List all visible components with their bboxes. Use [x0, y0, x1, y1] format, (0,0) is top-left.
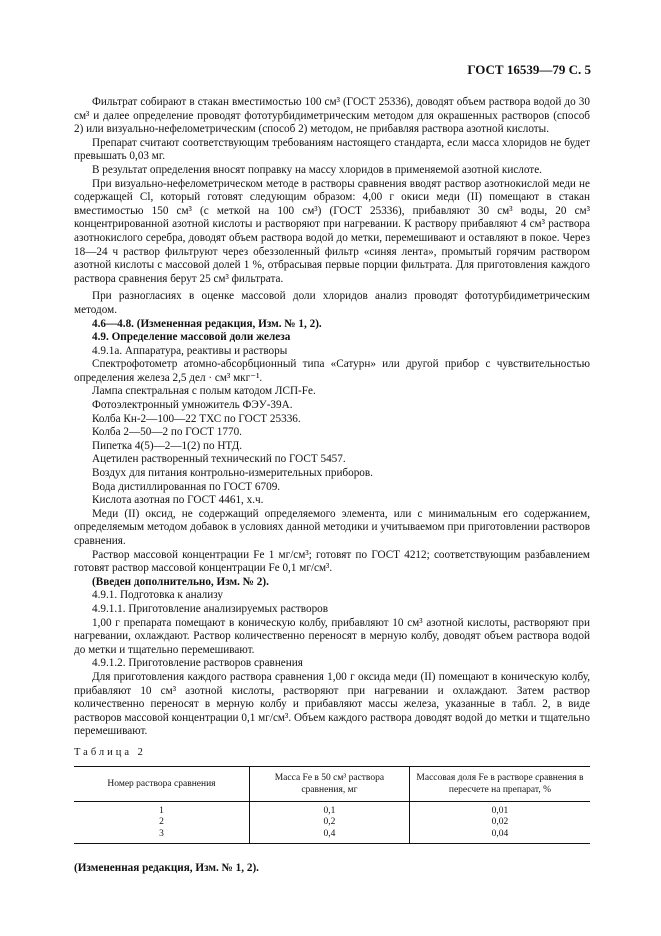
- table-2: [74, 766, 590, 845]
- table-header-row: [74, 766, 590, 801]
- amendment-note: (Введен дополнительно, Изм. № 2).: [92, 575, 269, 588]
- table-cell: 0,04: [409, 829, 590, 844]
- paragraph: Препарат считают соответствующим требованиям настоящего стандарта, если масса хлоридов не будет превышать 0,03 мг.: [74, 136, 590, 163]
- amendment-note: (Измененная редакция, Изм. № 1, 2).: [74, 862, 259, 874]
- paragraph: Меди (II) оксид, не содержащий определяемого элемента, или с минимальным его содержанием, определяемым методом добавок в условиях данной методики и учитываемом при приготовлении растворов сравнения.: [74, 507, 590, 547]
- table-cell: 2: [159, 817, 164, 827]
- paragraph: Раствор массовой концентрации Fe 1 мг/см³; готовят по ГОСТ 4212; соответствующим разбавлением готовят раствор массовой концентрации Fe 0,1 мг/см³.: [74, 548, 590, 575]
- paragraph: Спектрофотометр атомно-абсорбционный типа «Сатурн» или другой прибор с чувствительностью определения железа 2,5 дел · см³ мкг⁻¹.: [74, 358, 590, 384]
- amendment-note: 4.6—4.8. (Измененная редакция, Изм. № 1, 2).: [92, 317, 322, 330]
- table-cell: 0,2: [249, 817, 409, 829]
- table-caption: Таблица 2: [74, 746, 146, 758]
- table-cell: 0,01: [409, 801, 590, 817]
- paragraph: Фильтрат собирают в стакан вместимостью 100 см³ (ГОСТ 25336), доводят объем раствора водой до 30 см³ и далее определение проводят фототурбидиметрическим методом для окрашенных растворов (способ 2) или визуально-нефелометрическим (способ 2) методом, не прибавляя раствора азотной кислоты.: [74, 96, 590, 136]
- list-item: Кислота азотная по ГОСТ 4461, х.ч.: [92, 494, 264, 507]
- header-cell-fe-mass: Масса Fe в 50 см³ раствора сравнения, мг: [249, 766, 409, 801]
- section-heading: 4.9. Определение массовой доли железа: [92, 331, 291, 344]
- list-item: Колба Кн-2—100—22 ТХС по ГОСТ 25336.: [92, 412, 301, 425]
- page-header: ГОСТ 16539—79 С. 5: [467, 62, 591, 77]
- table-cell: 0,4: [249, 829, 409, 844]
- paragraph: При разногласиях в оценке массовой доли хлоридов анализ проводят фототурбидиметрическим методом.: [74, 290, 590, 316]
- paragraph: Для приготовления каждого раствора сравнения 1,00 г оксида меди (II) помещают в коническую колбу, прибавляют 10 см³ азотной кислоты, растворяют при нагревании и охлаждают. Затем раствор количественно переносят в мерную колбу и прибавляют массы железа, указанные в табл. 2, в виде растворов массовой концентрации 0,1 мг/см³. Объем каждого раствора доводят водой до метки и тщательно перемешивают.: [74, 670, 590, 738]
- list-item: Фотоэлектронный умножитель ФЭУ-39А.: [92, 399, 293, 412]
- table-row: [74, 829, 590, 844]
- paragraph: 1,00 г препарата помещают в коническую колбу, прибавляют 10 см³ азотной кислоты, растворяют при нагревании, охлаждают. Раствор количественно переносят в мерную колбу, доводят объем раствора водой до метки и тщательно перемешивают.: [74, 616, 590, 656]
- subsection-heading: 4.9.1.1. Приготовление анализируемых растворов: [92, 602, 329, 615]
- table-row: [74, 801, 590, 817]
- paragraph: При визуально-нефелометрическом методе в растворы сравнения вводят раствор азотнокислой меди не содержащей Cl, который готовят следующим образом: 4,00 г окиси меди (II) помещают в стакан вместимостью 150 см³ (с меткой на 100 см³) (ГОСТ 25336), прибавляют 30 см³ воды, 20 см³ концентрированной азотной кислоты и растворяют при нагревании. К раствору прибавляют 4 см³ раствора азотнокислого серебра, доводят объем раствора водой до метки, перемешивают и оставляют в покое. Через 18—24 ч раствор фильтруют через обеззоленный фильтр «синяя лента», промытый горячим раствором азотной кислоты с массовой долей 1 %, отбрасывая первые порции фильтрата. Для приготовления каждого раствора сравнения берут 25 см³ фильтрата.: [74, 177, 590, 285]
- paragraph: В результат определения вносят поправку на массу хлоридов в применяемой азотной кислоте.: [92, 163, 542, 176]
- list-item: Воздух для питания контрольно-измерительных приборов.: [92, 467, 373, 480]
- header-cell-solution-number: Номер раствора сравнения: [74, 766, 249, 801]
- table-row: [74, 817, 590, 829]
- table-cell: 0,02: [409, 817, 590, 829]
- header-cell-fe-fraction: Массовая доля Fe в растворе сравнения в пересчете на препарат, %: [409, 766, 590, 801]
- document-body: [74, 96, 590, 876]
- list-item: Лампа спектральная с полым катодом ЛСП-Fe.: [92, 385, 316, 398]
- subsection-heading: 4.9.1. Подготовка к анализу: [92, 589, 224, 602]
- subsection-heading: 4.9.1.2. Приготовление растворов сравнения: [92, 657, 303, 670]
- list-item: Ацетилен растворенный технический по ГОСТ 5457.: [92, 453, 346, 466]
- table-cell: 0,1: [249, 801, 409, 817]
- list-item: Вода дистиллированная по ГОСТ 6709.: [92, 480, 281, 493]
- table-cell: 1: [159, 805, 164, 816]
- list-item: Колба 2—50—2 по ГОСТ 1770.: [92, 426, 242, 439]
- list-item: Пипетка 4(5)—2—1(2) по НТД.: [92, 439, 242, 452]
- table-cell: 3: [74, 829, 249, 844]
- subsection-heading: 4.9.1а. Аппаратура, реактивы и растворы: [92, 344, 288, 357]
